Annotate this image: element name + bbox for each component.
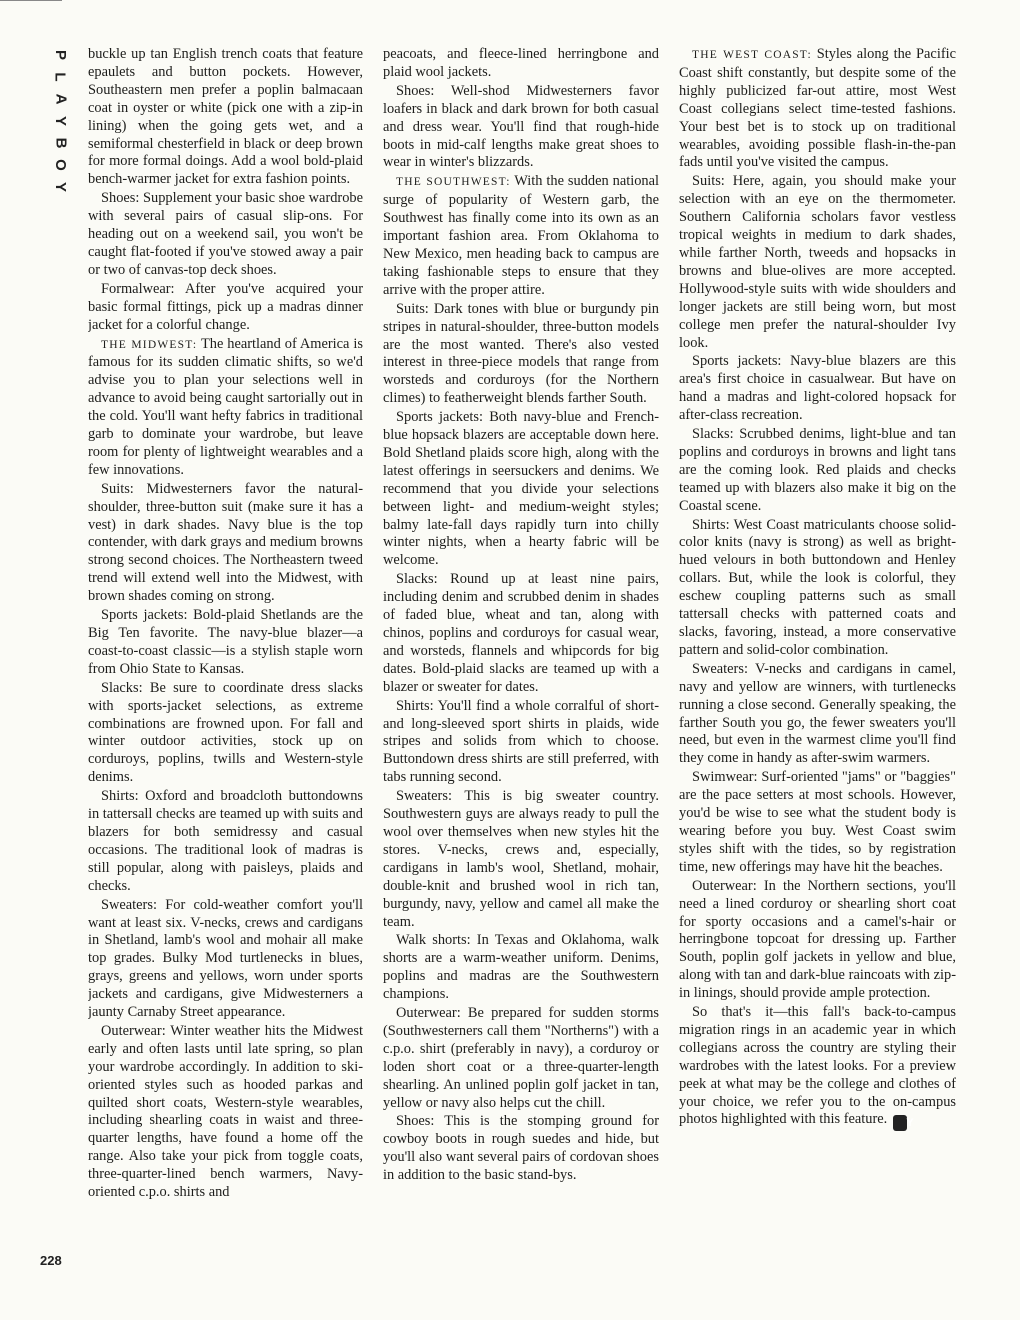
sidebar-letter: Y [51, 181, 69, 193]
paragraph [679, 426, 956, 516]
paragraph-text: Outerwear: In the Northern sections, you'll need a lined corduroy or shearling short coat for sporty occasions and a camel's-hair or herringbone topcoat for dressing up. Farther South, poplin golf jackets in yellow and blue, along with tan and dark-blue raincoats with zip-in linings, should provide ample protection. [679, 877, 956, 1002]
paragraph-text: Slacks: Scrubbed denims, light-blue and tan poplins and corduroys in browns and light tans are the coming look. Red plaids and checks teamed up with blazers also make it big on the Coastal scene. [679, 426, 956, 514]
paragraph [679, 46, 956, 172]
section-lead: THE WEST COAST: [692, 49, 812, 61]
paragraph-text: Sports jackets: Bold-plaid Shetlands are the Big Ten favorite. The navy-blue blazer—a coast-to-coast classic—is a stylish staple worn from Ohio State to Kansas. [88, 607, 363, 677]
paragraph-text: Sweaters: For cold-weather comfort you'll want at least six. V-necks, crews and cardigans in Shetland, lamb's wool and mohair all make top grades. Bulky Mod turtlenecks in blues, grays, greens and yellows, worn under sports jackets and cardigans, give Midwesterners a jaunty Carnaby Street appearance. [88, 896, 363, 1021]
paragraph-text: The heartland of America is famous for its sudden climatic shifts, so we'd advise you to plan your selections well in advance to avoid being caught sartorially out in the cold. You'll want hefty fabrics in traditional garb to dominate your wardrobe, but leave room for plenty of lightweight wearables and a few innovations. [88, 335, 363, 478]
section-lead: THE MIDWEST: [101, 338, 198, 351]
paragraph-text: Shirts: You'll find a whole corralful of short- and long-sleeved sport shirts in plaids, wide stripes and solids from which to choose. Buttondown dress shirts are still preferred, with tabs running second. [383, 697, 659, 786]
paragraph [88, 607, 363, 679]
paragraph-text: Sweaters: This is big sweater country. Southwestern guys are always ready to pull the wool over themselves when new styles hit the stores. V-necks, crews and, especially, cardigans in lamb's wool, Shetland, mohair, double-knit and brushed wool in rich tan, burgundy, navy, yellow and camel all make the team. [383, 788, 659, 930]
paragraph-text: Shoes: This is the stomping ground for cowboy boots in rough suedes and hide, but you'll also want several pairs of cordovan shoes in addition to the basic stand-bys. [383, 1113, 659, 1184]
paragraph [88, 481, 363, 606]
page-number: 228 [40, 1253, 62, 1268]
paragraph [88, 336, 363, 480]
paragraph [679, 769, 956, 876]
sidebar-letter: B [52, 137, 69, 149]
sidebar-letter: L [51, 72, 69, 82]
paragraph-text: Sports jackets: Both navy-blue and French-blue hopsack blazers are acceptable down here. Bold Shetland plaids score high, along with the latest offerings in seersuckers and denims. We recommend that you divide your selections between light- and medium-weight styles; balmy late-fall days rapidly turn into chilly winter nights, when a hearty fabric will be welcome. [383, 409, 659, 569]
paragraph [383, 571, 659, 696]
paragraph-text: Sweaters: V-necks and cardigans in camel, navy and yellow are winners, with turtlenecks running a close second. Generally speaking, the farther South you go, the fewer sweaters you'll need, but even in the warmest clime you'll find they come in handy as after-swim warmers. [679, 660, 956, 767]
paragraph-text: Formalwear: After you've acquired your basic formal fittings, pick up a madras dinner jacket for a colorful change. [88, 280, 363, 333]
section-lead: THE SOUTHWEST: [396, 176, 511, 189]
paragraph-text: Slacks: Round up at least nine pairs, including denim and scrubbed denim in shades of faded blue, wheat and tan, along with chinos, poplins and corduroys for casual wear, and worsteds, flannels and whipcords for big dates. Bold-plaid slacks are teamed up with a blazer or sweater for dates. [383, 571, 659, 695]
paragraph-text: Swimwear: Surf-oriented "jams" or "baggies" are the pace setters at most schools. However, you'd be wise to see what the student body is wearing before you buy. West Coast swim styles shift with the tides, so by registration time, new offerings may have hit the beaches. [679, 769, 956, 875]
paragraph [88, 680, 363, 787]
paragraph [383, 46, 659, 82]
paragraph-text: Suits: Dark tones with blue or burgundy pin stripes in natural-shoulder, three-button models are the most wanted. There's also vested interest in three-piece models that range from worsteds and corduroys (for the Northern climes) to featherweight blends farther South. [383, 300, 659, 407]
paragraph [679, 878, 956, 1003]
paragraph [383, 83, 659, 173]
text-column-1 [88, 46, 363, 1266]
paragraph [679, 661, 956, 768]
paragraph [88, 190, 363, 280]
paragraph [88, 46, 363, 189]
paragraph-text: Walk shorts: In Texas and Oklahoma, walk shorts are a warm-weather uniform. Denims, poplins and madras are the Southwestern champions. [383, 932, 659, 1003]
paragraph [88, 788, 363, 895]
sidebar-letter: O [51, 159, 69, 171]
text-column-3 [679, 46, 956, 1266]
paragraph-text: Shoes: Supplement your basic shoe wardrobe with several pairs of casual slip-ons. For heading out on a weekend sail, you won't be caught flat-footed if you've stowed away a pair or two of canvas-top deck shoes. [88, 190, 363, 278]
paragraph [88, 281, 363, 335]
paragraph-text: peacoats, and fleece-lined herringbone and plaid wool jackets. [383, 46, 659, 80]
paragraph [383, 1005, 659, 1112]
paragraph [383, 301, 659, 408]
text-column-2 [383, 46, 659, 1266]
paragraph-text: Shoes: Well-shod Midwesterners favor loafers in black and dark brown for both casual and dress wear. You'll find that rough-hide boots in mid-calf lengths make great shoes to wear in winter's blizzards. [383, 82, 659, 171]
paragraph [383, 698, 659, 788]
paragraph-text: Suits: Midwesterners favor the natural-shoulder, three-button suit (make sure it has a vest) in dark shades. Navy blue is the top contender, with dark grays and medium browns strong second choices. The Northeastern tweed trend will extend well into the Midwest, with brown shades coming on strong. [88, 480, 363, 605]
paragraph [383, 932, 659, 1004]
paragraph [383, 788, 659, 931]
paragraph [679, 517, 956, 660]
paragraph-text: With the sudden national surge of popularity of Western garb, the Southwest has finally come into its own as an important fashion area. From Oklahoma to New Mexico, men heading back to campus are taking fashionable steps to ensure that they arrive with the proper attire. [383, 173, 659, 298]
paragraph-text: Suits: Here, again, you should make your selection with an eye on the thermometer. Southern California scholars favor vestless tropical weights in medium to dark shades, while farther North, tweeds and hopsacks in browns and blue-olives are more accepted. Hollywood-style suits with wide shoulders and longer jackets are still being worn, but most college men prefer the natural-shoulder Ivy look. [679, 173, 956, 351]
paragraph-text: Outerwear: Be prepared for sudden storms (Southwesterners call them "Northerns") with a c.p.o. shirt (preferably in navy), a corduroy or loden short coat or a three-quarter-length shearling. An unlined poplin golf jacket in tan, yellow or navy also helps cut the chill. [383, 1005, 659, 1111]
paragraph [679, 173, 956, 352]
paragraph [88, 897, 363, 1022]
paragraph [679, 1004, 956, 1131]
paragraph [383, 1113, 659, 1185]
paragraph [88, 1023, 363, 1202]
sidebar-letter: A [52, 93, 69, 105]
paragraph-text: Shirts: Oxford and broadcloth buttondowns in tattersall checks are teamed up with suits and blazers for both semidressy and casual occasions. The traditional look of madras is still popular, along with paisleys, plaids and checks. [88, 788, 363, 894]
paragraph-text: So that's it—this fall's back-to-campus migration rings in an academic year in which collegians across the country are styling their wardrobes with the latest looks. For a preview peek at what may be the college and clothes of your choice, we refer you to the on-campus photos highlighted with this feature. [679, 1004, 956, 1128]
paragraph [383, 409, 659, 570]
paragraph [679, 353, 956, 425]
paragraph-text: Sports jackets: Navy-blue blazers are this area's first choice in casualwear. But have on hand a madras and light-colored hopsack for after-class recreation. [679, 353, 956, 424]
paragraph [383, 173, 659, 299]
rabbit-head-icon: Y [893, 1115, 907, 1131]
top-rule [0, 0, 62, 1]
paragraph-text: buckle up tan English trench coats that feature epaulets and button pockets. However, Southeastern men prefer a poplin balmacaan coat in oyster or white (pick one with a zip-in lining) when the going gets wet, and a semiformal chesterfield in black or deep brown for more formal doings. Add a wool bold-plaid bench-warmer jacket for extra fashion points. [88, 46, 363, 188]
magazine-name-vertical [48, 44, 72, 198]
paragraph-text: Styles along the Pacific Coast shift constantly, but despite some of the highly publicized far-out attire, most West Coast collegians select time-tested fashions. Your best bet is to stock up on traditional wearables, avoiding possible flash-in-the-pan fads until you've visited the campus. [679, 46, 956, 171]
sidebar-letter: P [51, 49, 69, 61]
paragraph-text: Shirts: West Coast matriculants choose solid-color knits (navy is strong) as well as bright-hued velours in both buttondown and Henley collars. But, while the look is colorful, they eschew coupling patterns such as small tattersall checks with patterned coats and slacks, favoring, instead, a more conservative pattern and solid-color combination. [679, 516, 956, 658]
paragraph-text: Slacks: Be sure to coordinate dress slacks with sports-jacket selections, as extreme combinations are frowned upon. For fall and winter outdoor activities, stock up on corduroys, poplins, twills and Western-style denims. [88, 679, 363, 786]
paragraph-text: Outerwear: Winter weather hits the Midwest early and often lasts until late spring, so plan your wardrobe accordingly. In addition to ski-oriented styles such as hooded parkas and quilted short coats, Western-style wearables, including shearling coats in waist and three-quarter lengths, have found a home off the range. Also take your pick from toggle coats, three-quarter-lined bench warmers, Navy-oriented c.p.o. shirts and [88, 1022, 363, 1201]
sidebar-letter: Y [51, 115, 69, 127]
